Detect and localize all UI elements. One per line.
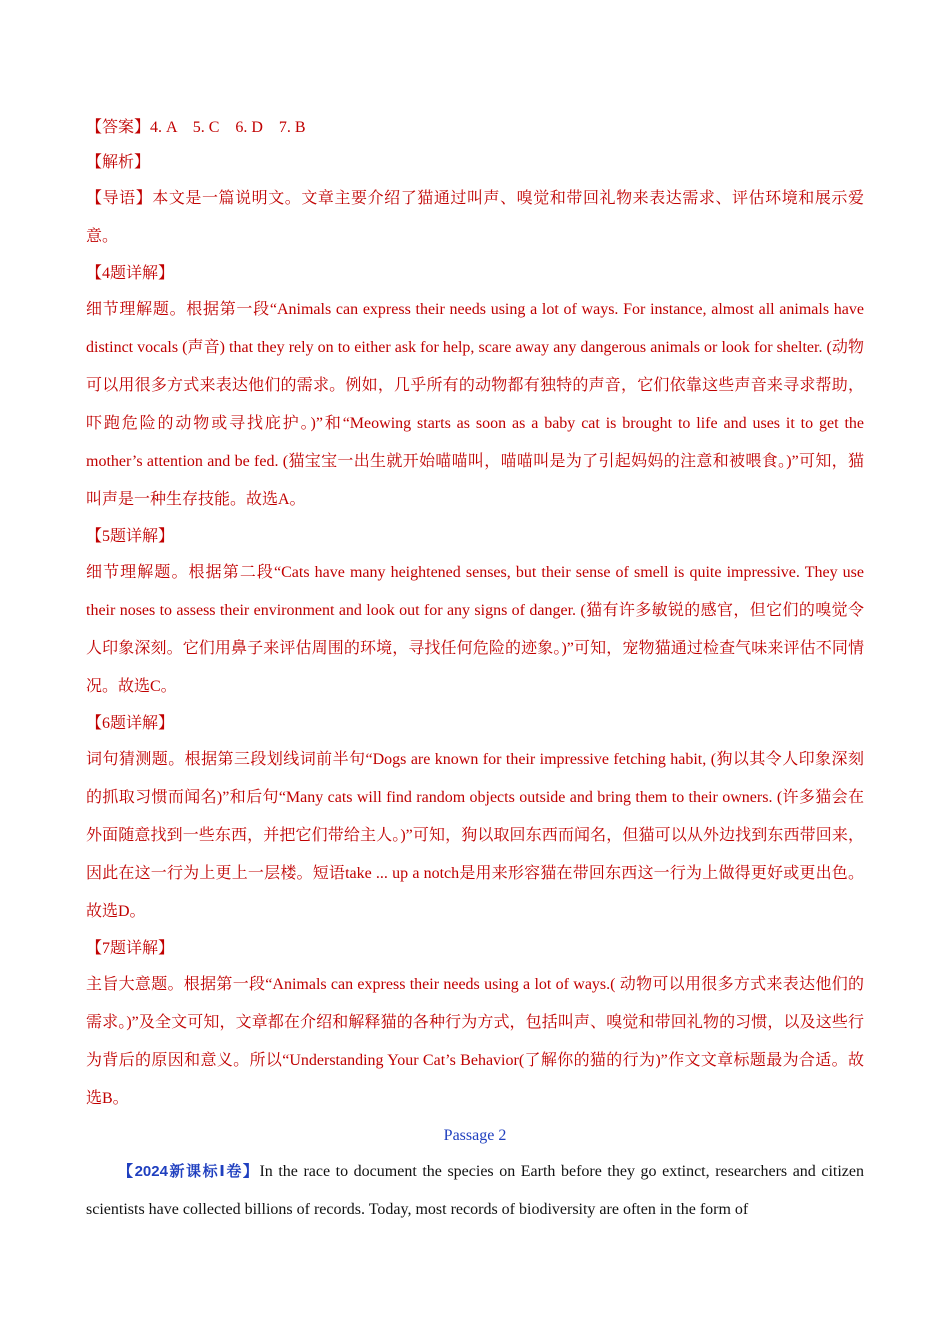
q6-explanation: 词句猜测题。根据第三段划线词前半句“Dogs are known for their impressive fetching habit, (狗以其令人印象深刻的抓取习惯而闻名)”和后句“Many cats will find random objects outside and bring them to their owners. (许多猫会在外面随意找到一些东西，并把它们带给主人。)”可知，狗以取回东西而闻名，但猫可以从外边找到东西带回来，因此在这一行为上更上一层楼。短语take ... up a notch是用来形容猫在带回东西这一行为上做得更好或更出色。故选D。 — [86, 751, 864, 920]
passage2-source: 【2024新课标Ⅰ卷】 — [118, 1163, 260, 1180]
answer-label: 【答案】 — [86, 119, 151, 136]
q6-label: 【6题详解】 — [86, 715, 175, 732]
guide-paragraph — [86, 180, 864, 256]
q5-label: 【5题详解】 — [86, 528, 175, 545]
passage2-text: In the race to document the species on Earth before they go extinct, researchers and citizen scientists have collected billions of records. Today, most records of biodiversity are often in the form of — [86, 1163, 865, 1218]
q5-explanation: 细节理解题。根据第二段“Cats have many heightened senses, but their sense of smell is quite impressive. They use their noses to assess their environment and look out for any signs of danger. (猫有许多敏锐的感官，但它们的嗅觉令人印象深刻。它们用鼻子来评估周围的环境，寻找任何危险的迹象。)”可知，宠物猫通过检查气味来评估不同情况。故选C。 — [86, 564, 864, 695]
answer-line — [86, 110, 864, 145]
q4-label: 【4题详解】 — [86, 265, 175, 282]
passage2-paragraph — [86, 1153, 864, 1229]
passage2-title: Passage 2 — [443, 1127, 507, 1144]
guide-label: 【导语】 — [86, 190, 153, 207]
q7-label: 【7题详解】 — [86, 940, 175, 957]
guide-text: 本文是一篇说明文。文章主要介绍了猫通过叫声、嗅觉和带回礼物来表达需求、评估环境和展示爱意。 — [86, 190, 864, 245]
answer-text: 4. A 5. C 6. D 7. B — [150, 119, 306, 136]
analysis-label: 【解析】 — [86, 154, 151, 171]
q4-explanation: 细节理解题。根据第一段“Animals can express their needs using a lot of ways. For instance, almost all animals have distinct vocals (声音) that they rely on to either ask for help, scare away any dangerous animals or look for shelter. (动物可以用很多方式来表达他们的需求。例如，几乎所有的动物都有独特的声音，它们依靠这些声音来寻求帮助，吓跑危险的动物或寻找庇护。)”和“Meowing starts as soon as a baby cat is brought to life and uses it to get the mother’s attention and be fed. (猫宝宝一出生就开始喵喵叫，喵喵叫是为了引起妈妈的注意和被喂食。)”可知，猫叫声是一种生存技能。故选A。 — [86, 301, 864, 508]
document-page — [86, 110, 864, 1229]
q7-explanation: 主旨大意题。根据第一段“Animals can express their needs using a lot of ways.( 动物可以用很多方式来表达他们的需求。)”及全文可知，文章都在介绍和解释猫的各种行为方式，包括叫声、嗅觉和带回礼物的习惯，以及这些行为背后的原因和意义。所以“Understanding Your Cat’s Behavior(了解你的猫的行为)”作文文章标题最为合适。故选B。 — [86, 976, 864, 1107]
